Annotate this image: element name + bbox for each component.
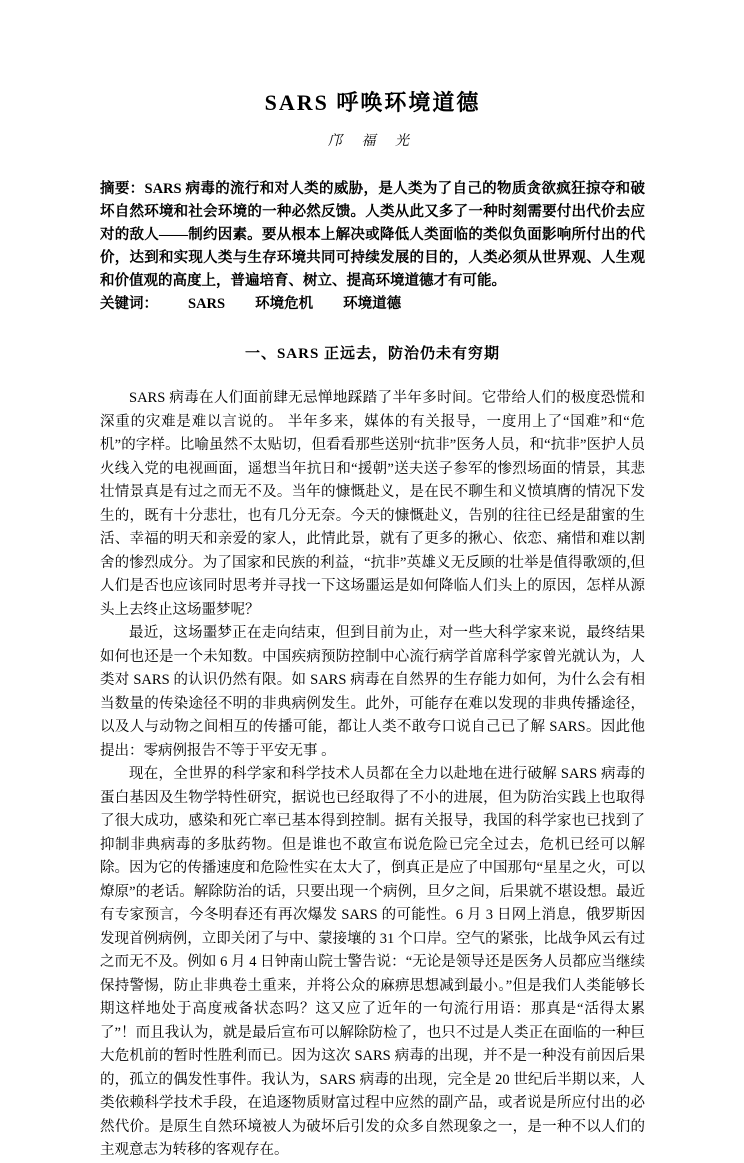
keywords-label: 关键词： bbox=[100, 296, 158, 312]
section-heading: 一、SARS 正远去，防治仍未有穷期 bbox=[244, 346, 501, 362]
body-paragraph: 现在，全世界的科学家和科学技术人员都在全力以赴地在进行破解 SARS 病毒的蛋白基因及生物学特性研究，据说也已经取得了不小的进展，但为防治实践上也取得了很大成功，感染和死亡率已基本得到控制。据有关报导，我国的科学家也已找到了抑制非典病毒的多肽药物。但是谁也不敢宣布说危险已完全过去，危机已经可以解除。因为它的传播速度和危险性实在太大了，倒真正是应了中国那句“星星之火，可以燎原”的老话。解除防治的话，只要出现一个病例，旦夕之间，后果就不堪设想。最近有专家预言，今冬明春还有再次爆发 SARS 的可能性。6 月 3 日网上消息，俄罗斯因发现首例病例，立即关闭了与中、蒙接壤的 31 个口岸。空气的紧张，比战争风云有过之而无不及。例如 6 月 4 日钟南山院士警告说：“无论是领导还是医务人员都应当继续保持警惕，防止非典卷土重来，并将公众的麻痹思想减到最小。”但是我们人类能够长期这样地处于高度戒备状态吗？这又应了近年的一句流行用语：那真是“活得太累了”！而且我认为，就是最后宣布可以解除防检了，也只不过是人类正在面临的一种巨大危机前的暂时性胜利而已。因为这次 SARS 病毒的出现，并不是一种没有前因后果的，孤立的偶发性事件。我认为，SARS 病毒的出现，完全是 20 世纪后半期以来，人类依赖科学技术手段，在追逐物质财富过程中应然的副产品，或者说是所应付出的必然代价。是原生自然环境被人为破坏后引发的众多自然现象之一，是一种不以人们的主观意志为转移的客观存在。 bbox=[100, 766, 645, 1158]
author-name: 邝 福 光 bbox=[328, 134, 417, 149]
body-paragraph: SARS 病毒在人们面前肆无忌惮地踩踏了半年多时间。它带给人们的极度恐慌和深重的灾难是难以言说的。 半年多来，媒体的有关报导，一度用上了“国难”和“危机”的字样。比喻虽然不太贴切，但看看那些送别“抗非”医务人员，和“抗非”医护人员火线入党的电视画面，遥想当年抗日和“援朝”送夫送子参军的惨烈场面的情景，其悲壮情景真是有过之而无不及。当年的慷慨赴义，是在民不聊生和义愤填膺的情况下发生的，既有十分悲壮，也有几分无奈。今天的慷慨赴义，告别的往往已经是甜蜜的生活、幸福的明天和亲爱的家人，此情此景，就有了更多的揪心、依恋、痛惜和难以割舍的惨烈成分。为了国家和民族的利益，“抗非”英雄义无反顾的壮举是值得歌颂的,但人们是否也应该同时思考并寻找一下这场噩运是如何降临人们头上的原因，怎样从源头上去终止这场噩梦呢？ bbox=[100, 390, 645, 618]
body-paragraph: 最近，这场噩梦正在走向结束，但到目前为止，对一些大科学家来说，最终结果如何也还是一个未知数。中国疾病预防控制中心流行病学首席科学家曾光就认为，人类对 SARS 的认识仍然有限。如 SARS 病毒在自然界的生存能力如何，为什么会有相当数量的传染途径不明的非典病例发生。此外，可能存在难以发现的非典传播途径，以及人与动物之间相互的传播可能，都让人类不敢夸口说自己已了解 SARS。因此他提出：零病例报告不等于平安无事 。 bbox=[100, 625, 645, 759]
keyword-item: 环境危机 bbox=[255, 296, 314, 312]
document-title: SARS 呼唤环境道德 bbox=[264, 90, 481, 115]
keyword-item: SARS bbox=[188, 296, 226, 312]
abstract-paragraph bbox=[100, 178, 645, 293]
keyword-item: 环境道德 bbox=[343, 296, 402, 312]
abstract-label: 摘要： bbox=[100, 181, 145, 197]
abstract-text: SARS 病毒的流行和对人类的威胁，是人类为了自己的物质贪欲疯狂掠夺和破坏自然环境和社会环境的一种必然反馈。人类从此又多了一种时刻需要付出代价去应对的敌人——制约因素。要从根本上解决或降低人类面临的类似负面影响所付出的代价，达到和实现人类与生存环境共同可持续发展的目的，人类必须从世界观、人生观和价值观的高度上，普遍培育、树立、提高环境道德才有可能。 bbox=[100, 181, 645, 289]
keywords-line bbox=[100, 293, 645, 316]
